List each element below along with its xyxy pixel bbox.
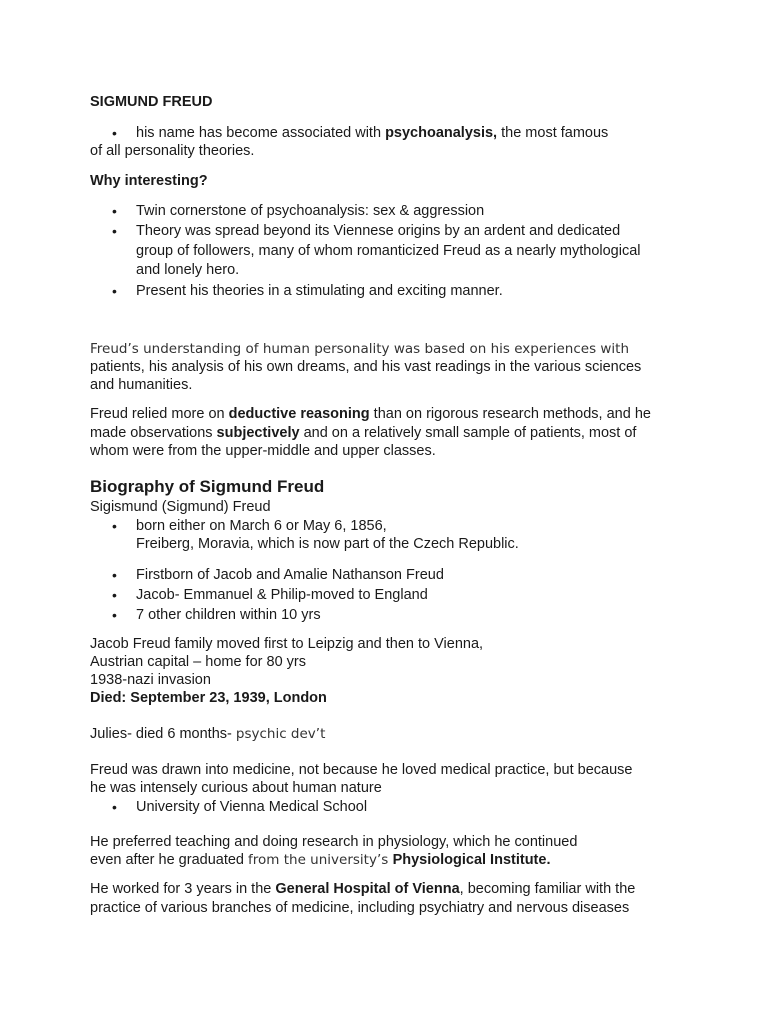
- relied-line-3: whom were from the upper-middle and upper classes.: [90, 443, 436, 459]
- relied-bold: subjectively: [216, 425, 300, 441]
- intro-line-1: [136, 124, 608, 142]
- understanding-line-2: patients, his analysis of his own dreams, and his vast readings in the various sciences: [90, 359, 642, 375]
- bio-name: Sigismund (Sigmund) Freud: [90, 499, 271, 515]
- intro-bold: psychoanalysis,: [385, 125, 498, 141]
- bullet: •: [112, 125, 117, 141]
- why-heading: Why interesting?: [90, 173, 208, 189]
- born-line-1: born either on March 6 or May 6, 1856,: [136, 518, 387, 534]
- medicine-item: University of Vienna Medical School: [136, 799, 368, 815]
- relied-text: Freud relied more on: [90, 406, 229, 422]
- bullet: •: [112, 587, 117, 603]
- relied-line-1: [90, 405, 651, 423]
- teaching-text-mid: from the university’s: [248, 852, 393, 868]
- relied-bold: deductive reasoning: [228, 406, 370, 422]
- julies-line: [90, 725, 325, 743]
- family-item-1: Firstborn of Jacob and Amalie Nathanson Freud: [136, 567, 444, 583]
- hospital-text-end: , becoming familiar with the: [459, 881, 636, 897]
- hospital-line-1: [90, 880, 635, 898]
- teaching-text: even after he graduated: [90, 852, 249, 868]
- document-heading: SIGMUND FREUD: [90, 94, 213, 110]
- intro-text: his name has become associated with: [136, 125, 386, 141]
- relied-text-end: than on rigorous research methods, and he: [369, 406, 651, 422]
- relied-text-end: and on a relatively small sample of patients, most of: [299, 425, 637, 441]
- bullet: •: [112, 799, 117, 815]
- hospital-bold: General Hospital of Vienna: [275, 881, 460, 897]
- family-item-2: Jacob- Emmanuel & Philip-moved to England: [136, 587, 428, 603]
- family-item-3: 7 other children within 10 yrs: [136, 607, 321, 623]
- why-item-2-line-3: and lonely hero.: [136, 262, 240, 278]
- bullet: •: [112, 283, 117, 299]
- moved-line-1: Jacob Freud family moved first to Leipzig and then to Vienna,: [90, 636, 484, 652]
- understanding-line-3: and humanities.: [90, 377, 193, 393]
- teaching-line-2: [90, 851, 550, 869]
- moved-line-3: 1938-nazi invasion: [90, 672, 211, 688]
- bio-heading: Biography of Sigmund Freud: [90, 477, 325, 496]
- moved-line-2: Austrian capital – home for 80 yrs: [90, 654, 306, 670]
- why-item-2-line-2: group of followers, many of whom romanticized Freud as a nearly mythological: [136, 243, 641, 259]
- intro-text-end: the most famous: [497, 125, 609, 141]
- bullet: •: [112, 607, 117, 623]
- teaching-line-1: He preferred teaching and doing research in physiology, which he continued: [90, 834, 578, 850]
- julies-text: Julies- died 6 months-: [90, 726, 236, 742]
- why-item-3: Present his theories in a stimulating and exciting manner.: [136, 283, 503, 299]
- hospital-line-2: practice of various branches of medicine, including psychiatry and nervous diseases: [90, 900, 630, 916]
- born-line-2: Freiberg, Moravia, which is now part of the Czech Republic.: [136, 536, 519, 552]
- understanding-line-1: Freud’s understanding of human personality was based on his experiences with: [90, 341, 630, 357]
- bullet: •: [112, 518, 117, 534]
- julies-text-end: psychic dev’t: [235, 726, 326, 742]
- medicine-line-1: Freud was drawn into medicine, not because he loved medical practice, but because: [90, 762, 633, 778]
- bullet: •: [112, 203, 117, 219]
- relied-line-2: [90, 424, 636, 442]
- medicine-line-2: he was intensely curious about human nature: [90, 780, 382, 796]
- why-item-2-line-1: Theory was spread beyond its Viennese origins by an ardent and dedicated: [136, 223, 621, 239]
- intro-line-2: of all personality theories.: [90, 143, 255, 159]
- died-line: Died: September 23, 1939, London: [90, 690, 327, 706]
- teaching-bold: Physiological Institute.: [392, 852, 551, 868]
- relied-text: made observations: [90, 425, 217, 441]
- bullet: •: [112, 567, 117, 583]
- hospital-text: He worked for 3 years in the: [90, 881, 276, 897]
- bullet: •: [112, 223, 117, 239]
- why-item-1: Twin cornerstone of psychoanalysis: sex & aggression: [136, 203, 485, 219]
